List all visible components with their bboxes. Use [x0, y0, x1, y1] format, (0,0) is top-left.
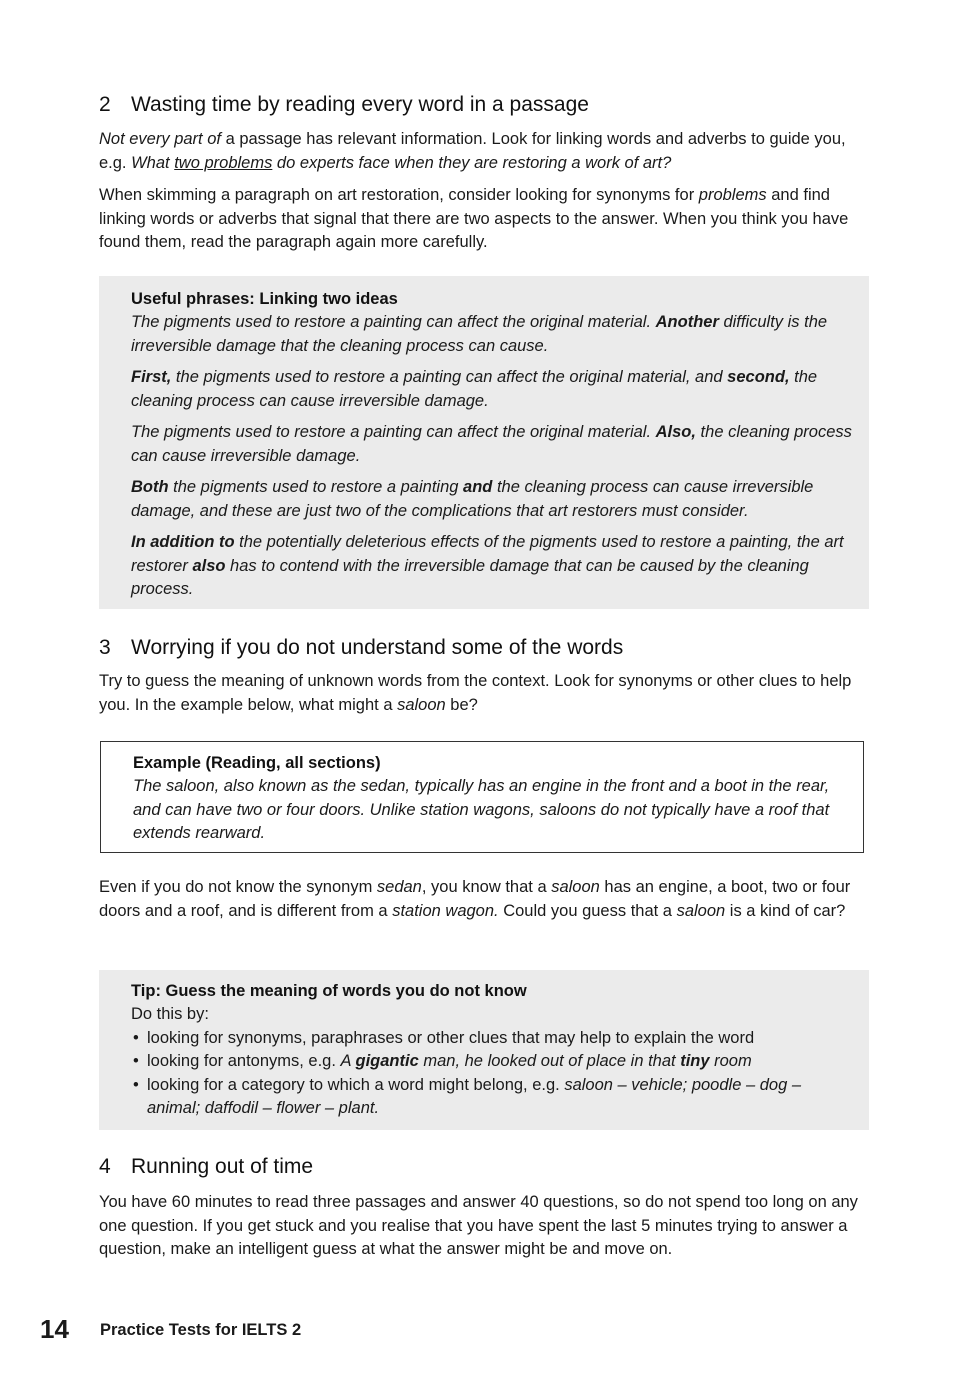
tip-title: Tip: Guess the meaning of words you do not know	[131, 982, 527, 1000]
section-title: Worrying if you do not understand some of the words	[131, 636, 624, 659]
section-2-heading	[99, 93, 879, 117]
example-sentence-1: The pigments used to restore a painting can affect the original material. Another difficulty is the irreversible damage that the cleaning process can cause.	[131, 313, 828, 355]
section-number: 2	[99, 93, 111, 116]
section-2-paragraph-1: Not every part of a passage has relevant information. Look for linking words and adverbs to guide you, e.g. What two problems do experts face when they are restoring a work of art?	[99, 130, 846, 172]
tip-box	[99, 970, 869, 1130]
section-number: 3	[99, 636, 111, 659]
section-number: 4	[99, 1155, 111, 1178]
section-3-paragraph-1: Try to guess the meaning of unknown words from the context. Look for synonyms or other clues to help you. In the example below, what might a saloon be?	[99, 672, 852, 714]
section-title: Wasting time by reading every word in a passage	[131, 93, 589, 116]
section-3-heading	[99, 636, 879, 660]
tip-list	[131, 1027, 855, 1121]
example-box	[100, 741, 864, 853]
useful-phrases-title: Useful phrases: Linking two ideas	[131, 290, 398, 308]
page-number: 14	[40, 1314, 69, 1344]
example-text: The saloon, also known as the sedan, typically has an engine in the front and a boot in the rear, and can have two or four doors. Unlike station wagons, saloons do not typically have a roof that extends rearward.	[133, 777, 830, 842]
book-title: Practice Tests for IELTS 2	[100, 1321, 302, 1339]
tip-intro: Do this by:	[131, 1005, 209, 1023]
useful-phrases-box	[99, 276, 869, 609]
example-title: Example (Reading, all sections)	[133, 754, 381, 772]
tip-item-1: • looking for synonyms, paraphrases or other clues that may help to explain the word	[131, 1027, 855, 1051]
page-footer	[40, 1314, 301, 1345]
example-sentence-3: The pigments used to restore a painting can affect the original material. Also, the cleaning process can cause irreversible damage.	[131, 423, 852, 465]
section-4-heading	[99, 1155, 879, 1179]
section-title: Running out of time	[131, 1155, 314, 1178]
example-sentence-2: First, the pigments used to restore a painting can affect the original material, and second, the cleaning process can cause irreversible damage.	[131, 368, 818, 410]
tip-item-3: • looking for a category to which a word might belong, e.g. saloon – vehicle; poodle – dog – animal; daffodil – flower – plant.	[131, 1074, 855, 1121]
tip-item-2: • looking for antonyms, e.g. A gigantic man, he looked out of place in that tiny room	[131, 1050, 855, 1074]
section-3-paragraph-2: Even if you do not know the synonym sedan, you know that a saloon has an engine, a boot, two or four doors and a roof, and is different from a station wagon. Could you guess that a saloon is a kind of car?	[99, 878, 851, 920]
section-2-paragraph-2: When skimming a paragraph on art restoration, consider looking for synonyms for problems and find linking words or adverbs that signal that there are two aspects to the answer. When you think you have found them, read the paragraph again more carefully.	[99, 186, 849, 251]
example-sentence-5: In addition to the potentially deleterious effects of the pigments used to restore a painting, the art restorer also has to contend with the irreversible damage that can be caused by the cleaning process.	[131, 533, 844, 598]
example-sentence-4: Both the pigments used to restore a painting and the cleaning process can cause irreversible damage, and these are just two of the complications that art restorers must consider.	[131, 478, 814, 520]
section-4-paragraph-1: You have 60 minutes to read three passages and answer 40 questions, so do not spend too long on any one question. If you get stuck and you realise that you have spent the last 5 minutes trying to answer a question, make an intelligent guess at what the answer might be and move on.	[99, 1193, 858, 1258]
